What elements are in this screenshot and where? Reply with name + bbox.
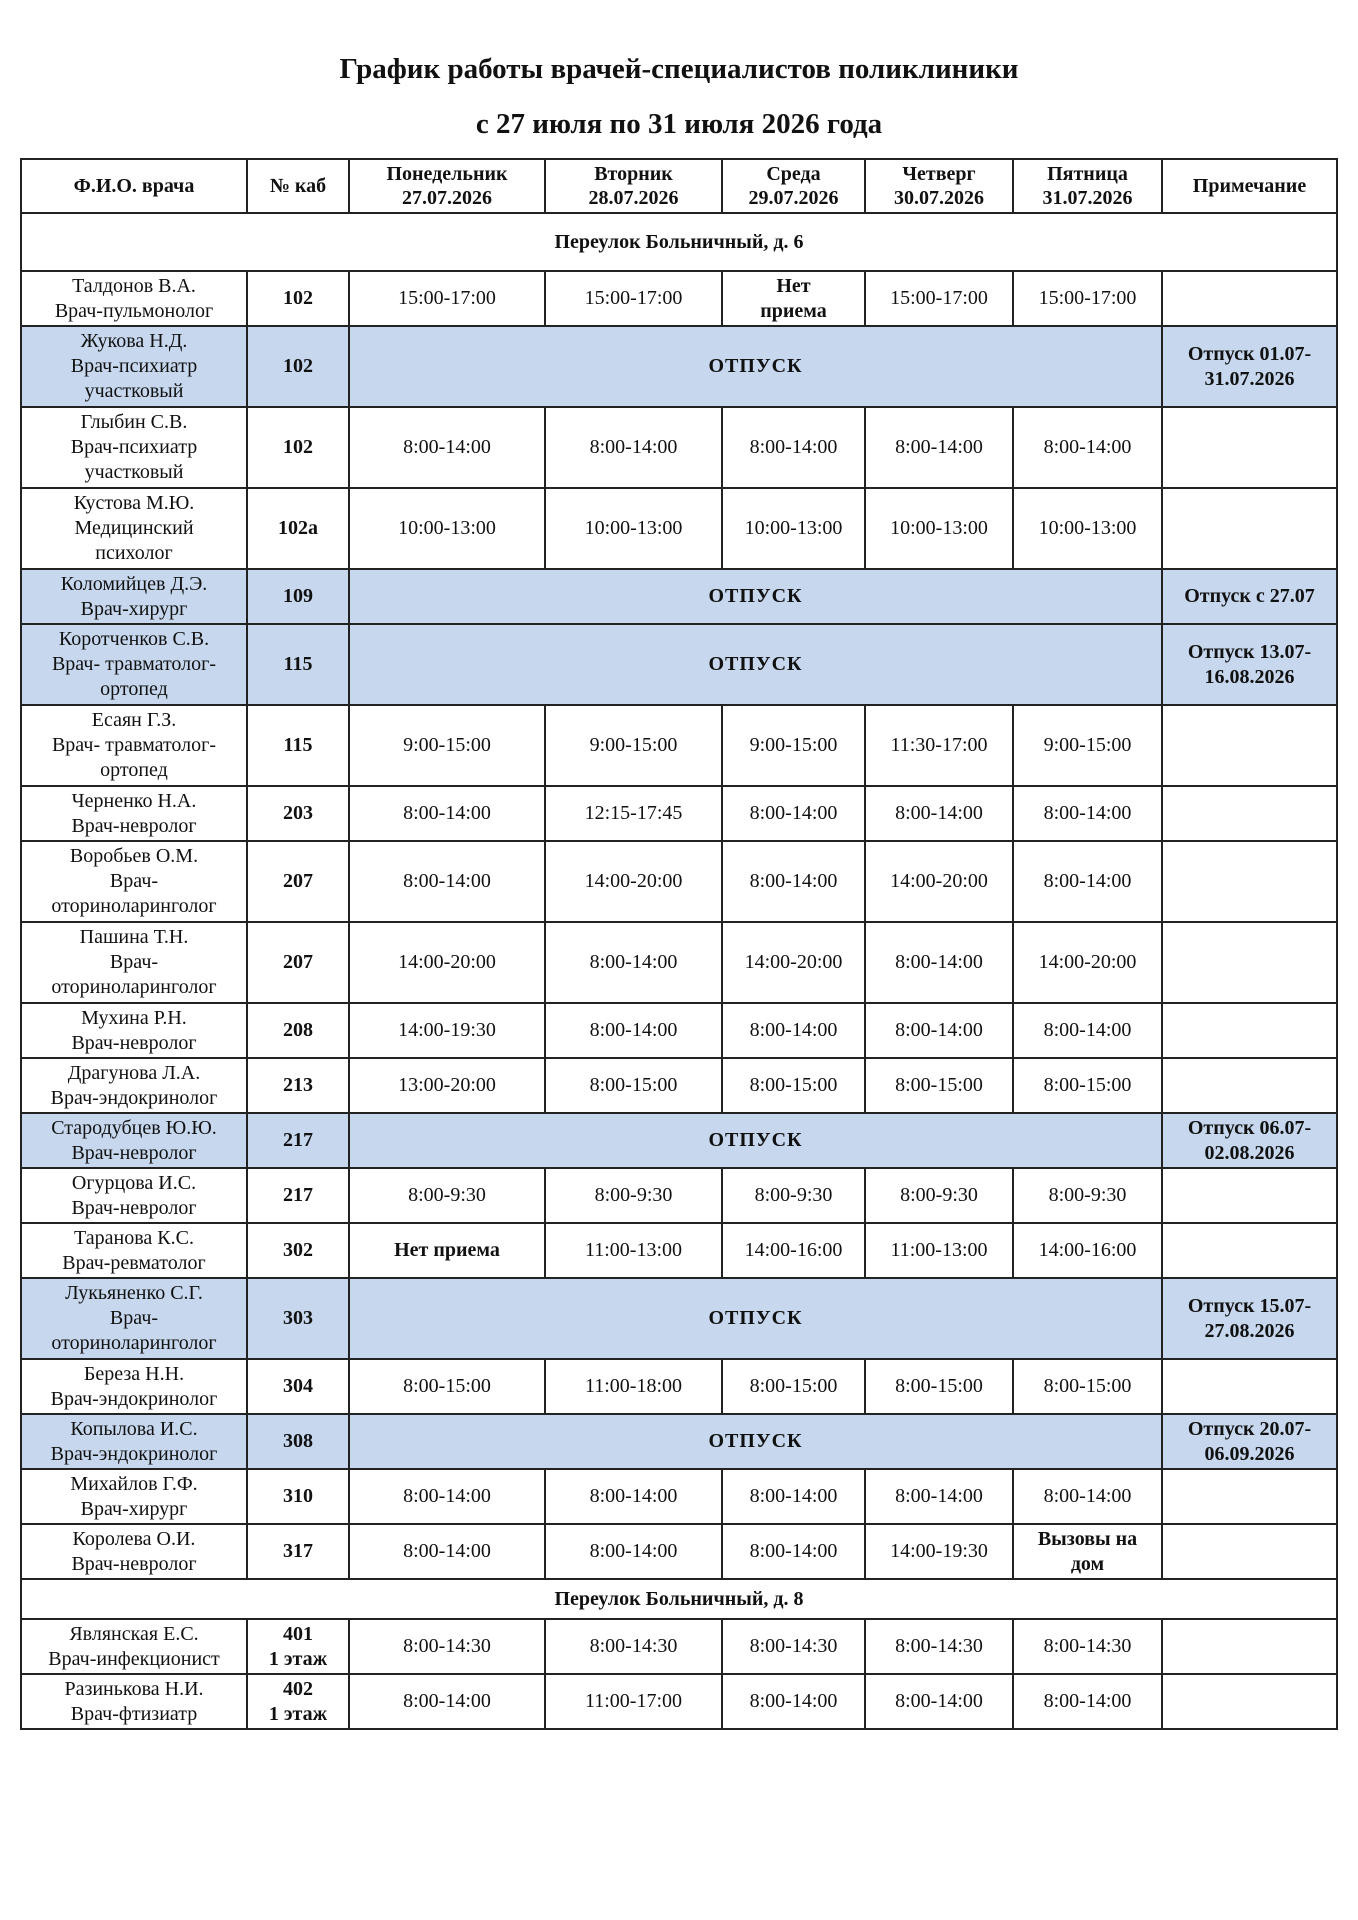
doctor-name: Таранова К.С. Врач-ревматолог	[21, 1223, 247, 1278]
doctor-name: Воробьев О.М. Врач- оториноларинголог	[21, 841, 247, 922]
day-name: Пятница	[1047, 163, 1128, 185]
schedule-time: 10:00-13:00	[865, 488, 1013, 569]
table-row	[21, 786, 1337, 841]
schedule-table	[20, 158, 1338, 1730]
schedule-time: 8:00-14:00	[545, 1003, 722, 1058]
table-row	[21, 922, 1337, 1003]
schedule-time: 8:00-9:30	[545, 1168, 722, 1223]
table-row	[21, 1278, 1337, 1359]
room-number: 308	[247, 1414, 349, 1469]
day-name: Среда	[766, 163, 821, 185]
schedule-time: 8:00-14:00	[545, 1469, 722, 1524]
schedule-time: 14:00-20:00	[865, 841, 1013, 922]
schedule-time: 8:00-14:00	[545, 1524, 722, 1579]
schedule-time: 14:00-20:00	[722, 922, 865, 1003]
schedule-time: 8:00-14:00	[545, 407, 722, 488]
table-row	[21, 1223, 1337, 1278]
schedule-time: 8:00-15:00	[349, 1359, 545, 1414]
schedule-time: 8:00-14:00	[1013, 786, 1162, 841]
schedule-time: 15:00-17:00	[1013, 271, 1162, 326]
room-number: 207	[247, 922, 349, 1003]
schedule-time: 14:00-19:30	[865, 1524, 1013, 1579]
room-number: 302	[247, 1223, 349, 1278]
note-cell	[1162, 1168, 1337, 1223]
schedule-time: 9:00-15:00	[722, 705, 865, 786]
schedule-time: 8:00-9:30	[349, 1168, 545, 1223]
room-number: 213	[247, 1058, 349, 1113]
schedule-time: 8:00-14:00	[349, 1524, 545, 1579]
table-row	[21, 488, 1337, 569]
note-cell	[1162, 1003, 1337, 1058]
schedule-time: 11:00-13:00	[545, 1223, 722, 1278]
schedule-time: 14:00-20:00	[545, 841, 722, 922]
note-cell: Отпуск с 27.07	[1162, 569, 1337, 624]
note-cell: Отпуск 06.07- 02.08.2026	[1162, 1113, 1337, 1168]
room-number: 208	[247, 1003, 349, 1058]
page-title: График работы врачей-специалистов поликлиники	[339, 53, 1019, 85]
schedule-time: 10:00-13:00	[722, 488, 865, 569]
room-number: 115	[247, 624, 349, 705]
schedule-time: 8:00-14:00	[722, 1003, 865, 1058]
section-row	[21, 1579, 1337, 1619]
doctor-name: Береза Н.Н. Врач-эндокринолог	[21, 1359, 247, 1414]
doctor-name: Кустова М.Ю. Медицинский психолог	[21, 488, 247, 569]
schedule-time: 8:00-14:00	[349, 786, 545, 841]
table-row	[21, 1058, 1337, 1113]
schedule-time: 8:00-14:00	[722, 1469, 865, 1524]
doctor-name: Коломийцев Д.Э. Врач-хирург	[21, 569, 247, 624]
doctor-name: Являнская Е.С. Врач-инфекционист	[21, 1619, 247, 1674]
doctor-name: Стародубцев Ю.Ю. Врач-невролог	[21, 1113, 247, 1168]
schedule-time: 11:00-17:00	[545, 1674, 722, 1729]
table-row	[21, 326, 1337, 407]
day-date: 30.07.2026	[894, 187, 984, 209]
note-cell: Отпуск 20.07- 06.09.2026	[1162, 1414, 1337, 1469]
room-number: 102а	[247, 488, 349, 569]
header-room: № каб	[247, 159, 349, 213]
note-cell	[1162, 1469, 1337, 1524]
room-number: 317	[247, 1524, 349, 1579]
section-title: Переулок Больничный, д. 6	[21, 213, 1337, 271]
schedule-time: 8:00-14:00	[865, 1003, 1013, 1058]
note-cell: Отпуск 15.07- 27.08.2026	[1162, 1278, 1337, 1359]
page-subtitle: с 27 июля по 31 июля 2026 года	[475, 108, 883, 140]
schedule-time: 8:00-15:00	[865, 1058, 1013, 1113]
doctor-name: Михайлов Г.Ф. Врач-хирург	[21, 1469, 247, 1524]
note-cell	[1162, 1223, 1337, 1278]
doctor-name: Жукова Н.Д. Врач-психиатр участковый	[21, 326, 247, 407]
schedule-time: 8:00-14:00	[1013, 841, 1162, 922]
schedule-time: 8:00-14:30	[349, 1619, 545, 1674]
schedule-time: 8:00-14:00	[722, 407, 865, 488]
room-number: 109	[247, 569, 349, 624]
doctor-name: Драгунова Л.А. Врач-эндокринолог	[21, 1058, 247, 1113]
room-number: 102	[247, 271, 349, 326]
section-title: Переулок Больничный, д. 8	[21, 1579, 1337, 1619]
schedule-time: 8:00-15:00	[722, 1058, 865, 1113]
note-cell	[1162, 407, 1337, 488]
schedule-time: 9:00-15:00	[1013, 705, 1162, 786]
table-row	[21, 271, 1337, 326]
header-row	[21, 159, 1337, 213]
doctor-name: Есаян Г.З. Врач- травматолог- ортопед	[21, 705, 247, 786]
schedule-time: 11:00-13:00	[865, 1223, 1013, 1278]
schedule-time: 8:00-9:30	[865, 1168, 1013, 1223]
note-cell	[1162, 922, 1337, 1003]
schedule-time: 10:00-13:00	[1013, 488, 1162, 569]
schedule-time: 8:00-14:00	[545, 922, 722, 1003]
header-day-thu	[865, 159, 1013, 213]
day-date: 27.07.2026	[402, 187, 492, 209]
table-row	[21, 1619, 1337, 1674]
table-row	[21, 841, 1337, 922]
doctor-name: Черненко Н.А. Врач-невролог	[21, 786, 247, 841]
room-number: 303	[247, 1278, 349, 1359]
room-number: 217	[247, 1113, 349, 1168]
note-cell	[1162, 705, 1337, 786]
schedule-time: 14:00-20:00	[1013, 922, 1162, 1003]
doctor-name: Талдонов В.А. Врач-пульмонолог	[21, 271, 247, 326]
table-row	[21, 1674, 1337, 1729]
header-note: Примечание	[1162, 159, 1337, 213]
schedule-time: 8:00-15:00	[722, 1359, 865, 1414]
room-number: 217	[247, 1168, 349, 1223]
table-row	[21, 407, 1337, 488]
table-row	[21, 1414, 1337, 1469]
note-cell: Отпуск 01.07- 31.07.2026	[1162, 326, 1337, 407]
table-row	[21, 1003, 1337, 1058]
room-number: 102	[247, 407, 349, 488]
note-cell	[1162, 488, 1337, 569]
schedule-time: 8:00-15:00	[1013, 1058, 1162, 1113]
note-cell	[1162, 841, 1337, 922]
header-day-tue	[545, 159, 722, 213]
day-name: Понедельник	[386, 163, 508, 185]
room-number: 115	[247, 705, 349, 786]
note-cell	[1162, 1674, 1337, 1729]
schedule-time: 8:00-14:00	[722, 1524, 865, 1579]
vacation-label: ОТПУСК	[349, 624, 1162, 705]
room-number: 207	[247, 841, 349, 922]
schedule-time: 8:00-14:30	[545, 1619, 722, 1674]
table-row	[21, 569, 1337, 624]
schedule-time: 8:00-15:00	[1013, 1359, 1162, 1414]
note-cell	[1162, 1359, 1337, 1414]
room-number: 402 1 этаж	[247, 1674, 349, 1729]
schedule-time: 8:00-14:00	[349, 841, 545, 922]
schedule-time: 8:00-14:00	[865, 407, 1013, 488]
schedule-time: 8:00-14:00	[865, 1674, 1013, 1729]
schedule-time: 8:00-15:00	[545, 1058, 722, 1113]
note-cell	[1162, 786, 1337, 841]
day-date: 28.07.2026	[588, 187, 679, 209]
doctor-name: Глыбин С.В. Врач-психиатр участковый	[21, 407, 247, 488]
doctor-name: Огурцова И.С. Врач-невролог	[21, 1168, 247, 1223]
table-row	[21, 1113, 1337, 1168]
schedule-time: 8:00-14:00	[1013, 1003, 1162, 1058]
schedule-time: 9:00-15:00	[349, 705, 545, 786]
vacation-label: ОТПУСК	[349, 326, 1162, 407]
table-row	[21, 1524, 1337, 1579]
vacation-label: ОТПУСК	[349, 1113, 1162, 1168]
doctor-name: Копылова И.С. Врач-эндокринолог	[21, 1414, 247, 1469]
schedule-time: 14:00-16:00	[722, 1223, 865, 1278]
schedule-time: 8:00-14:00	[722, 841, 865, 922]
schedule-time: 8:00-15:00	[865, 1359, 1013, 1414]
schedule-time: 11:30-17:00	[865, 705, 1013, 786]
note-cell	[1162, 1058, 1337, 1113]
schedule-time: 8:00-14:30	[865, 1619, 1013, 1674]
day-date: 31.07.2026	[1042, 187, 1133, 209]
schedule-time: 8:00-14:00	[1013, 407, 1162, 488]
table-row	[21, 1359, 1337, 1414]
schedule-time: Нет приема	[349, 1223, 545, 1278]
table-row	[21, 624, 1337, 705]
schedule-time: Нет приема	[722, 271, 865, 326]
schedule-time: 15:00-17:00	[865, 271, 1013, 326]
doctor-name: Лукьяненко С.Г. Врач- оториноларинголог	[21, 1278, 247, 1359]
table-row	[21, 705, 1337, 786]
note-cell	[1162, 271, 1337, 326]
schedule-time: 15:00-17:00	[545, 271, 722, 326]
schedule-time: 8:00-14:00	[722, 1674, 865, 1729]
schedule-time: 8:00-14:00	[349, 1674, 545, 1729]
schedule-time: 10:00-13:00	[545, 488, 722, 569]
vacation-label: ОТПУСК	[349, 1278, 1162, 1359]
doctor-name: Разинькова Н.И. Врач-фтизиатр	[21, 1674, 247, 1729]
vacation-label: ОТПУСК	[349, 569, 1162, 624]
room-number: 304	[247, 1359, 349, 1414]
schedule-time: 8:00-14:00	[349, 1469, 545, 1524]
schedule-time: Вызовы на дом	[1013, 1524, 1162, 1579]
day-name: Четверг	[902, 163, 976, 185]
note-cell	[1162, 1524, 1337, 1579]
section-row	[21, 213, 1337, 271]
schedule-body	[21, 213, 1337, 1729]
room-number: 102	[247, 326, 349, 407]
schedule-time: 8:00-14:00	[1013, 1674, 1162, 1729]
header-day-wed	[722, 159, 865, 213]
doctor-name: Королева О.И. Врач-невролог	[21, 1524, 247, 1579]
header-name: Ф.И.О. врача	[21, 159, 247, 213]
schedule-time: 14:00-19:30	[349, 1003, 545, 1058]
schedule-time: 14:00-16:00	[1013, 1223, 1162, 1278]
day-name: Вторник	[594, 163, 673, 185]
schedule-time: 13:00-20:00	[349, 1058, 545, 1113]
table-row	[21, 1168, 1337, 1223]
room-number: 310	[247, 1469, 349, 1524]
schedule-time: 8:00-14:00	[865, 1469, 1013, 1524]
schedule-time: 10:00-13:00	[349, 488, 545, 569]
schedule-time: 8:00-14:30	[722, 1619, 865, 1674]
schedule-time: 12:15-17:45	[545, 786, 722, 841]
schedule-time: 8:00-14:00	[722, 786, 865, 841]
header-day-mon	[349, 159, 545, 213]
doctor-name: Пашина Т.Н. Врач- оториноларинголог	[21, 922, 247, 1003]
day-date: 29.07.2026	[748, 187, 839, 209]
header-day-fri	[1013, 159, 1162, 213]
schedule-time: 8:00-9:30	[1013, 1168, 1162, 1223]
schedule-time: 8:00-14:30	[1013, 1619, 1162, 1674]
schedule-time: 8:00-14:00	[349, 407, 545, 488]
schedule-time: 15:00-17:00	[349, 271, 545, 326]
note-cell	[1162, 1619, 1337, 1674]
doctor-name: Коротченков С.В. Врач- травматолог- ортопед	[21, 624, 247, 705]
room-number: 203	[247, 786, 349, 841]
schedule-time: 8:00-14:00	[865, 786, 1013, 841]
schedule-time: 14:00-20:00	[349, 922, 545, 1003]
room-number: 401 1 этаж	[247, 1619, 349, 1674]
schedule-time: 8:00-14:00	[1013, 1469, 1162, 1524]
vacation-label: ОТПУСК	[349, 1414, 1162, 1469]
note-cell: Отпуск 13.07- 16.08.2026	[1162, 624, 1337, 705]
schedule-time: 9:00-15:00	[545, 705, 722, 786]
doctor-name: Мухина Р.Н. Врач-невролог	[21, 1003, 247, 1058]
schedule-time: 8:00-9:30	[722, 1168, 865, 1223]
table-row	[21, 1469, 1337, 1524]
schedule-time: 11:00-18:00	[545, 1359, 722, 1414]
schedule-time: 8:00-14:00	[865, 922, 1013, 1003]
